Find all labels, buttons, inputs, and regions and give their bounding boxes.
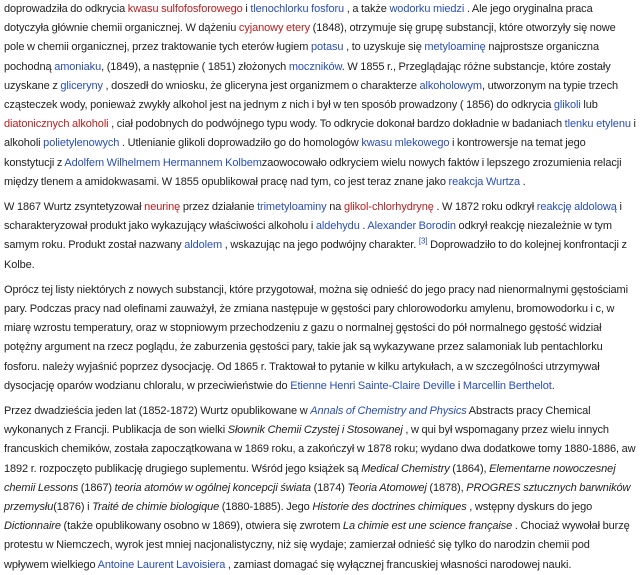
text-run: (1867) [78, 481, 115, 494]
text-run: i kontrowersje na temat jego konstytucji z [4, 137, 586, 169]
link-tlenku-etylenu[interactable]: tlenku etylenu [564, 118, 631, 131]
text-run: , to uzyskuje się [343, 41, 425, 54]
text-run: , doszedł do wniosku, że gliceryna jest organizmem o charakterze [102, 79, 420, 92]
link-annals-of-chemistry-and-physics[interactable]: Annals of Chemistry and Physics [310, 405, 467, 418]
italic-title: teoria atomów w ogólnej koncepcji świata [114, 481, 311, 494]
link-cyjanowy-etery[interactable]: cyjanowy etery [238, 22, 310, 35]
link-aldolem[interactable]: aldolem [184, 239, 223, 252]
text-run: (1874) [310, 481, 348, 494]
link-tlenochlorku-fosforu[interactable]: tlenochlorku fosforu [250, 3, 345, 15]
link-glikol-chlorhydryne[interactable]: glikol-chlorhydrynę [343, 201, 434, 214]
italic-title: La chimie est une science française [342, 520, 513, 533]
italic-title: PROGRES sztucznych barwników przemysłu [4, 481, 631, 514]
text-run: W 1867 Wurtz zsyntetyzował [4, 201, 145, 214]
italic-title: Teoria Atomowej [347, 481, 427, 494]
link-potasu[interactable]: potasu [311, 41, 344, 54]
text-run: Abstracts pracy Chemical wykonanych z Francji. Publikacja de son wielki [4, 405, 591, 437]
text-run: , zamiast domagać się wyłącznej francuskiej własności narodowej nauki. [225, 558, 572, 571]
link-alkoholowym[interactable]: alkoholowym [419, 79, 482, 92]
text-run: Oprócz tej listy niektórych z nowych substancji, które przygotował, można się odnieść do jego pracy nad nienormalnymi gęstościami pary. Podczas pracy nad olefinami zauważył, że zmiana następuje w gęstości pary chlorowodorku amylenu, bromowodorku i c, w miarę wzrostu temperatury, oraz w stopniowym przechodzeniu z gazu o normalnej gęstości do pół normalnego gęstość widział potężny argument na rzecz poglądu, że zaburzenia gęstości pary, takie jak są wykazywane przez salamoniak lub pentachlorku fosforu. należy wyjaśnić poprzez dysocjację. Od 1865 r. Traktował to pytanie w kilku artykułach, a w szczególności utrzymywał dysocjację oparów wodzianu chloralu, w przeciwieństwie do [4, 283, 628, 392]
text-run: . [520, 175, 526, 188]
link-metyloamine[interactable]: metyloaminę [424, 41, 486, 54]
text-run: odkrył reakcję niezależnie w tym samym roku. Produkt został nazwany [4, 220, 612, 252]
paragraph-organic-chemistry [4, 0, 636, 192]
text-run: doprowadziła do odkrycia [4, 3, 128, 15]
link-reakcja-wurtza[interactable]: reakcja Wurtza [448, 175, 521, 188]
link-diatonicznych-alkoholi[interactable]: diatonicznych alkoholi [4, 118, 109, 131]
text-run: (1864), [449, 462, 490, 475]
text-run: (także opublikowany osobno w 1869), otwiera się zwrotem [60, 520, 343, 533]
italic-title: Słownik Chemii Czystej i Stosowanej [227, 424, 403, 437]
text-run: i scharakteryzował produkt jako wykazujący właściwości alkoholu i [4, 201, 622, 233]
text-run: , wskazując na jego podwójny charakter. [222, 239, 419, 252]
italic-title: Dictionnaire [4, 520, 61, 533]
italic-title: Traité de chimie biologique [92, 501, 220, 514]
text-run: . [551, 379, 555, 392]
text-run: , a także [344, 3, 390, 15]
link-aldehydu[interactable]: aldehydu [315, 220, 360, 233]
paragraph-publications [4, 402, 636, 575]
text-run: najprostsze organiczna pochodną [4, 41, 599, 73]
link-neurine[interactable]: neurinę [144, 201, 181, 214]
text-run: . W 1855 r., Przeglądając różne substancje, które zostały uzyskane z [4, 60, 611, 92]
text-run: , w qui był wspomagany przez wielu innych francuskich chemików, została zapoczątkowana w 1869 roku, a zakończył w 1878 roku; wydano dwa dodatkowe tomy 1880-1886, aw 1892 r. rozpoczęto publikację drugiego suplementu. Wśród jego książek są [4, 424, 636, 475]
text-run: , utworzonym na typie trzech cząsteczek wody, ponieważ zwykły alkohol jest na jednym z nich i był w ten sposób prowadzony ( 1856) do odkrycia [4, 79, 618, 112]
text-run: lub [580, 99, 598, 112]
italic-title: Medical Chemistry [361, 462, 450, 475]
text-run: . Chociaż wywołał burzę protestu w Niemczech, wyrok jest mniej nacjonalistyczny, niż się wydaje; zamierzał odnieść się tylko do narodzin chemii pod wpływem wielkiego [4, 520, 630, 571]
text-run: . Ale jego oryginalna praca dotyczyła głównie chemii organicznej. W dążeniu [4, 3, 593, 35]
text-run: (1878), [426, 481, 467, 494]
link-polietylenowych[interactable]: polietylenowych [43, 137, 120, 150]
text-run: (1876) i [53, 501, 93, 514]
text-run: , (1849), a następnie ( 1851) złożonych [101, 60, 289, 73]
text-run: zaowocowało odkryciem wielu nowych faktów i lepszego zrozumienia relacji między tlenem a amidokwasami. W 1855 opublikował pracę nad tym, co jest teraz znane jako [4, 156, 622, 188]
link-reakcje-aldolowa[interactable]: reakcję aldolową [536, 201, 617, 214]
text-run: . Utlenianie glikoli doprowadziło go do homologów [119, 137, 362, 150]
text-run: i [242, 3, 251, 15]
citation-link[interactable]: [3] [418, 236, 428, 246]
italic-title: Elementarne nowoczesnej chemii Lessons [4, 462, 616, 494]
text-run: , ciał podobnych do podwójnego typu wody. To odkrycie dokonał bardzo dokładnie w badaniach [108, 118, 565, 131]
text-run: Doprowadziło to do kolejnej konfrontacji z Kolbe. [4, 239, 627, 271]
text-run: . W 1872 roku odkrył [433, 201, 537, 214]
link-gliceryny[interactable]: gliceryny [60, 79, 103, 92]
link-adolfem-wilhelmem-hermannem-kolbem[interactable]: Adolfem Wilhelmem Hermannem Kolbem [64, 156, 262, 169]
link-mocznikow[interactable]: moczników [288, 60, 342, 73]
paragraph-vapour-density [4, 281, 636, 396]
link-antoine-laurent-lavoisiera[interactable]: Antoine Laurent Lavoisiera [97, 558, 226, 571]
link-kwasu-sulfofosforowego[interactable]: kwasu sulfofosforowego [127, 3, 243, 15]
italic-title: Historie des doctrines chimiques [312, 501, 467, 514]
text-run: przez działanie [180, 201, 258, 214]
text-run: . [359, 220, 368, 233]
link-etienne-henri-sainte-claire-deville[interactable]: Etienne Henri Sainte-Claire Deville [290, 379, 456, 392]
text-run: (1880-1885). Jego [219, 501, 313, 514]
text-run: , wstępny dyskurs do jego [466, 501, 593, 514]
citation-ref [419, 237, 428, 246]
link-glikoli[interactable]: glikoli [553, 99, 581, 112]
text-run: i [455, 379, 463, 392]
paragraph-neurine-aldol [4, 198, 636, 275]
text-run: (1848), otrzymuje się grupę substancji, które otworzyły się nowe pole w chemii organicznej, przez traktowanie tych eterów ługiem [4, 22, 616, 54]
link-amoniaku[interactable]: amoniaku [54, 60, 102, 73]
text-run: Przez dwadzieścia jeden lat (1852-1872) Wurtz opublikowane w [4, 405, 311, 418]
link-alexander-borodin[interactable]: Alexander Borodin [367, 220, 456, 233]
text-run: i alkoholi [4, 118, 636, 150]
link-marcellin-berthelot[interactable]: Marcellin Berthelot [462, 379, 552, 392]
link-wodorku-miedzi[interactable]: wodorku miedzi [389, 3, 465, 15]
link-trimetyloaminy[interactable]: trimetyloaminy [257, 201, 327, 214]
text-run: na [326, 201, 344, 214]
link-kwasu-mlekowego[interactable]: kwasu mlekowego [361, 137, 450, 150]
